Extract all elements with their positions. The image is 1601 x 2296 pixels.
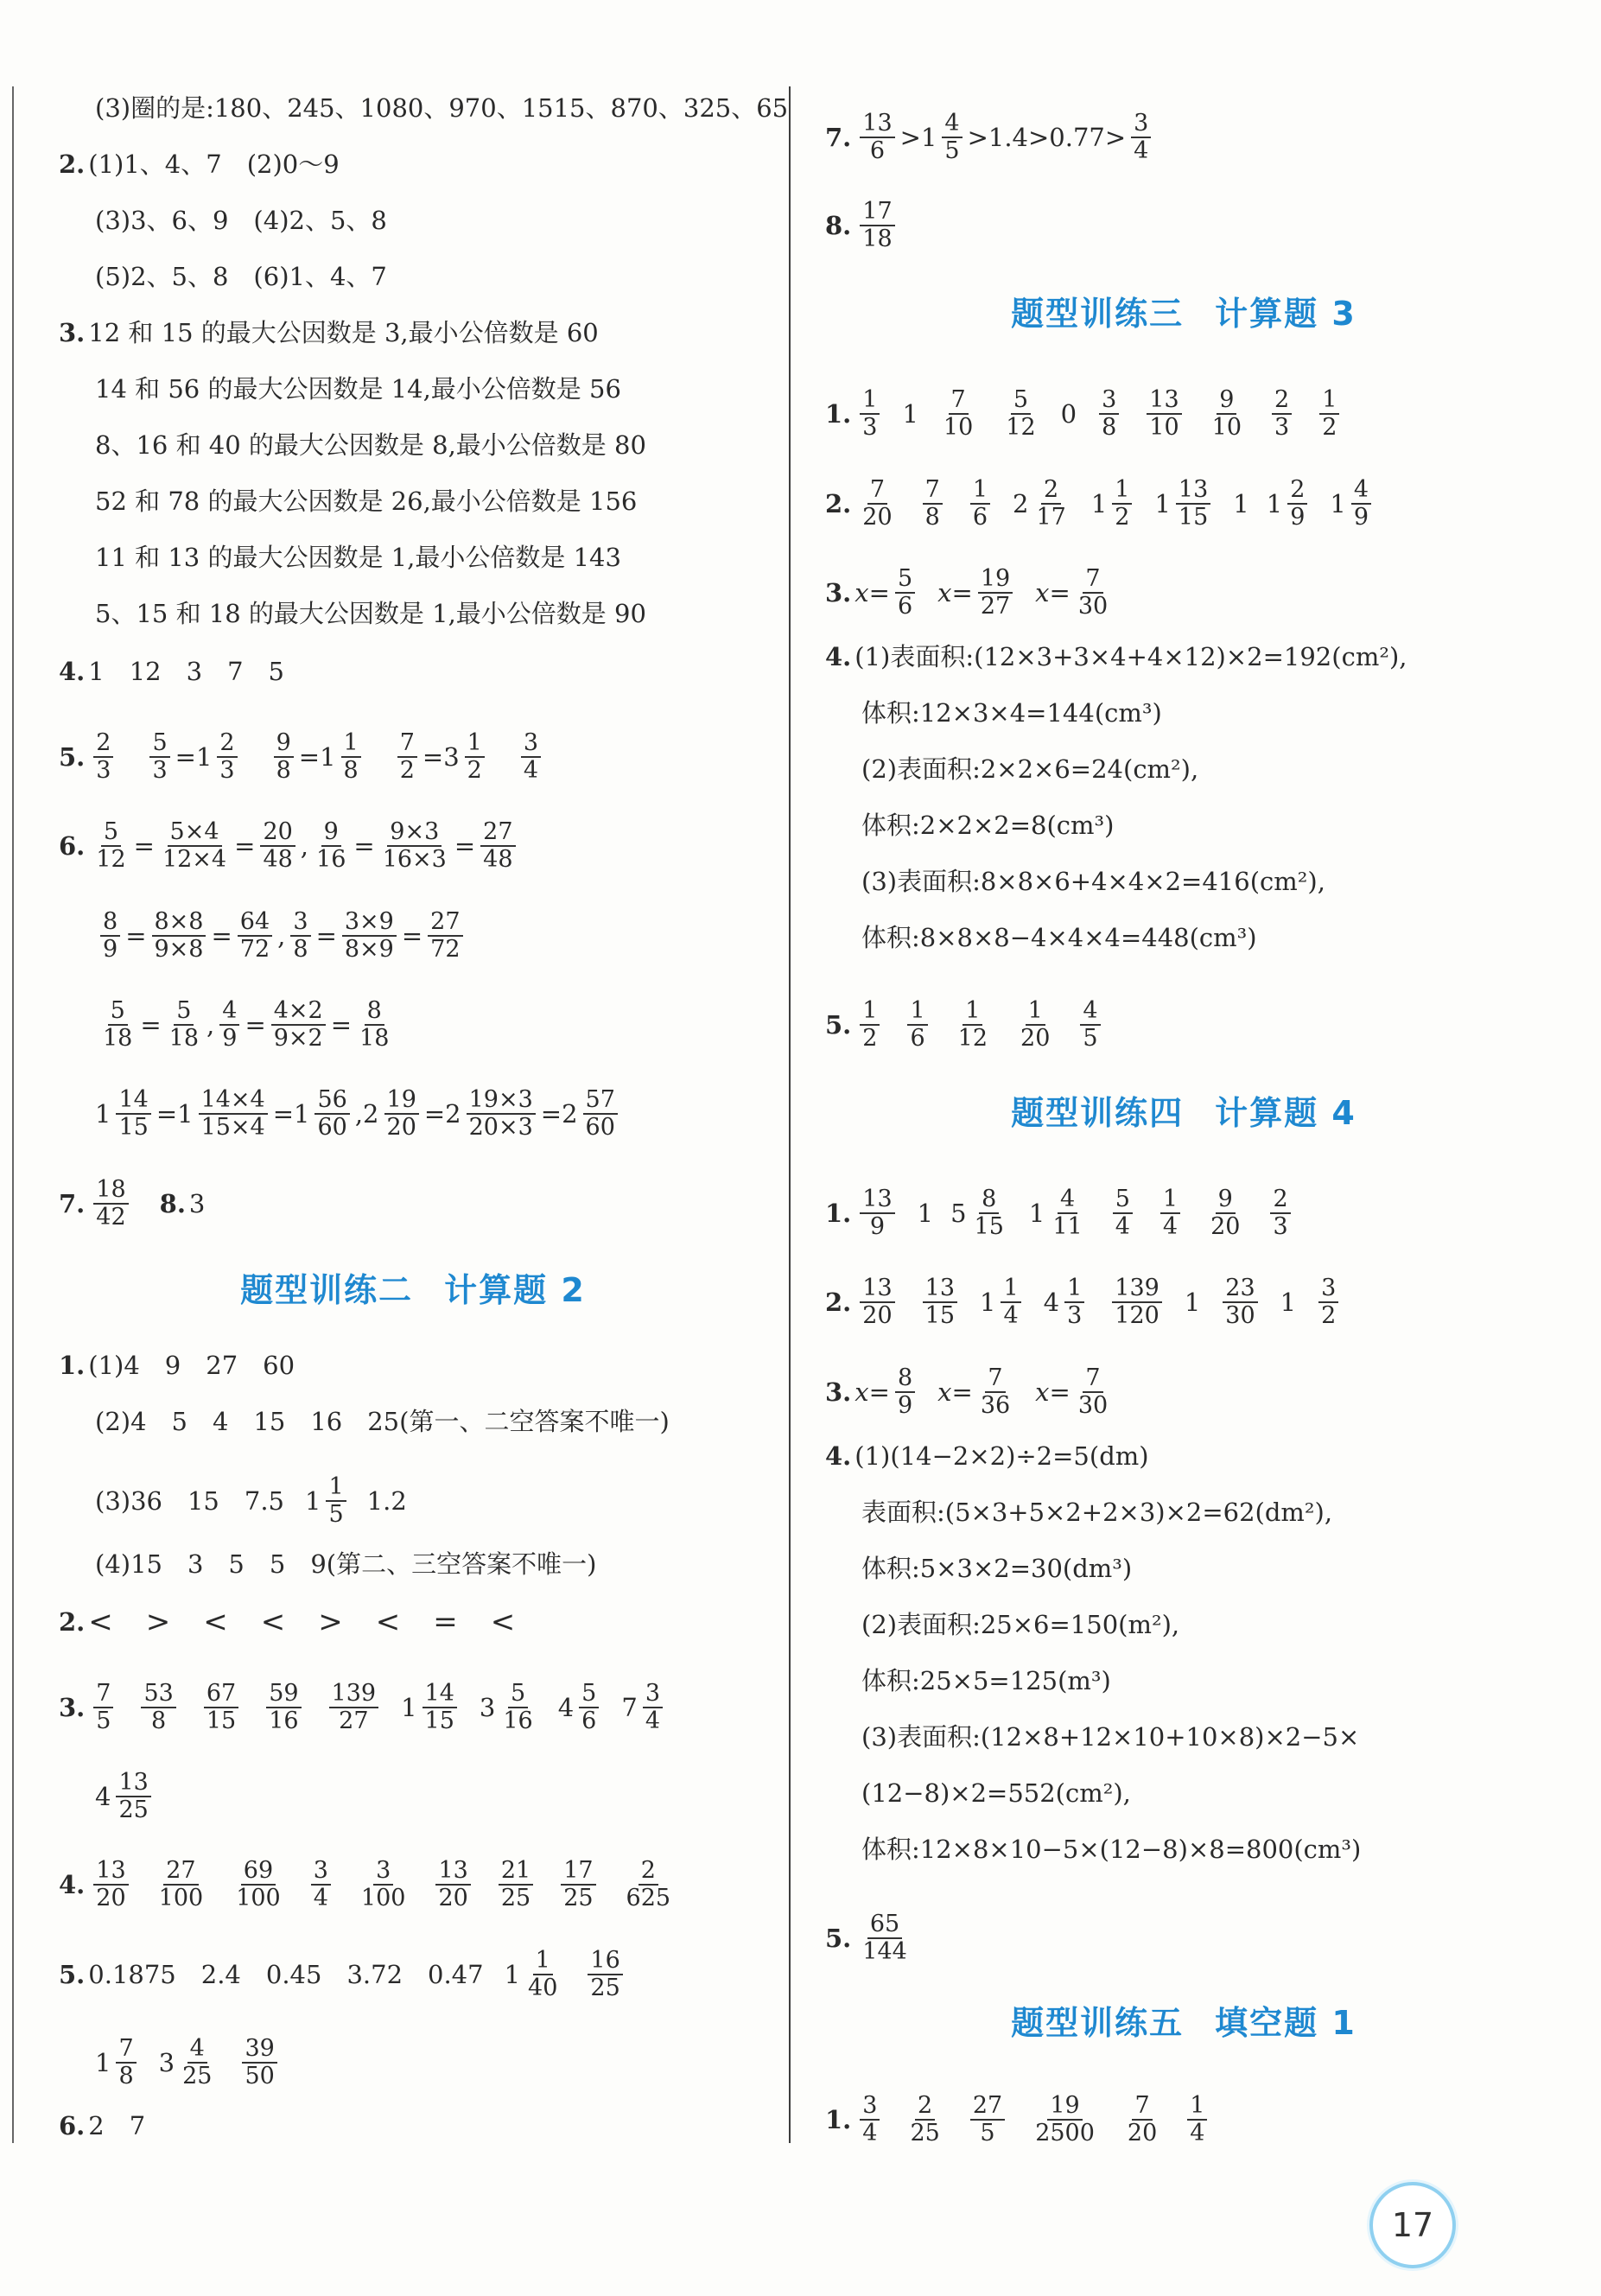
t3-q4-line5: (3)表面积:8×8×6+4×4×2=416(cm²), — [861, 867, 1325, 896]
t4-q4-line4: (2)表面积:25×6=150(m²), — [861, 1610, 1180, 1639]
q2-line3: (5)2、5、8 (6)1、4、7 — [95, 262, 387, 291]
t2-q5-line2: 1 $\frac{7}{8}$ 3 $\frac{4}{25}$ $\frac{39}{50}$ — [59, 2036, 300, 2089]
t5-q1-line: 1. $\frac{3}{4}$ $\frac{2}{25}$ $\frac{27}{5}$ $\frac{19}{2500}$ $\frac{7}{20}$ $\frac{1}{4}$ — [825, 2093, 1229, 2147]
t2-q3-line2: 4 $\frac{13}{25}$ — [59, 1770, 156, 1823]
section-title-5: 题型训练五 填空题 1 — [1011, 2004, 1356, 2042]
page-number-badge: 17 — [1369, 2182, 1456, 2268]
t3-q4-line4: 体积:2×2×2=8(cm³) — [861, 811, 1115, 840]
t2-q6-line: 6. 2 7 — [59, 2111, 146, 2140]
t4-q4-line8: 体积:12×8×10−5×(12−8)×8=800(cm³) — [861, 1835, 1362, 1864]
t3-q4-line6: 体积:8×8×8−4×4×4=448(cm³) — [861, 923, 1257, 952]
t3-q4-line1: 4. (1)表面积:(12×3+3×4+4×12)×2=192(cm²), — [825, 642, 1407, 671]
t3-q4-line2: 体积:12×3×4=144(cm³) — [861, 698, 1162, 728]
t3-q4-line3: (2)表面积:2×2×6=24(cm²), — [861, 754, 1199, 784]
q6-line3: $\frac{5}{18}$ = $\frac{5}{18}$ , $\frac{4}{9}$ = $\frac{4\times 2}{9\times 2}$ = $\frac{8}{18}$ — [103, 997, 390, 1052]
q2-line2: (3)3、6、9 (4)2、5、8 — [95, 206, 387, 235]
t4-q4-line3: 体积:5×3×2=30(dm³) — [861, 1554, 1133, 1583]
q6-line2: $\frac{8}{9}$ = $\frac{8\times 8}{9\times 8}$ = $\frac{64}{72}$ , $\frac{3}{8}$ = $\frac{3\times 9}{8\times 9}$ = $\frac{27}{72}$ — [59, 909, 468, 963]
t4-q4-line6: (3)表面积:(12×8+12×10+10×8)×2−5× — [861, 1722, 1360, 1752]
t4-q4-line2: 表面积:(5×3+5×2+2×3)×2=62(dm²), — [861, 1498, 1333, 1527]
page-edge-line — [12, 86, 14, 2143]
q4-line: 4. 1 12 3 7 5 — [59, 657, 284, 686]
q6-line1: 6. $\frac{5}{12}$ = $\frac{5\times 4}{12\times 4}$ = $\frac{20}{48}$ , $\frac{9}{16}$ = $\frac{9\times 3}{16\times 3}$ = $\frac{27}{48}$ — [59, 819, 521, 873]
t4-q2-line: 2. $\frac{13}{20}$ $\frac{13}{15}$ 1 $\frac{1}{4}$ 4 $\frac{1}{3}$ $\frac{139}{120}$ 1 $\frac{23}{30}$ 1 $\frac{3}{2}$ — [825, 1275, 1361, 1329]
t4-q4-line5: 体积:25×5=125(m³) — [861, 1666, 1111, 1695]
t2-q1-line1: 1. (1)4 9 27 60 — [59, 1351, 295, 1380]
t2-q3-line1: 3. $\frac{7}{5}$ $\frac{53}{8}$ $\frac{67}{15}$ $\frac{59}{16}$ $\frac{139}{27}$ 1 $\frac{14}{15}$ 3 $\frac{5}{16}$ 4 $\frac{5}{6}$ 7 $\frac{3}{4}$ — [59, 1681, 685, 1734]
q5-line: 5. $\frac{2}{3}$ $\frac{5}{3}$ =1 $\frac{2}{3}$ $\frac{9}{8}$ =1 $\frac{1}{8}$ $\frac{7}{2}$ =3 $\frac{1}{2}$ $\frac{3}{4}$ — [59, 730, 572, 784]
t2-q1-line4: (4)15 3 5 5 9(第二、三空答案不唯一) — [95, 1549, 597, 1579]
q7-8-line: 7. $\frac{18}{42}$ 8. 3 — [59, 1176, 206, 1231]
q3-line1: 3. 12 和 15 的最大公因数是 3,最小公倍数是 60 — [59, 318, 599, 347]
t2-q4-line: 4. $\frac{13}{20}$ $\frac{27}{100}$ $\frac{69}{100}$ $\frac{3}{4}$ $\frac{3}{100}$ $\frac{13}{20}$ $\frac{21}{25}$ $\frac{17}{25}$ $\frac{2}{625}$ — [59, 1857, 671, 1911]
t3-q2-line: 2. $\frac{7}{20}$ $\frac{7}{8}$ $\frac{1}{6}$ 2 $\frac{2}{17}$ 1 $\frac{1}{2}$ 1 $\frac{13}{15}$ 1 1 $\frac{2}{9}$ 1 $\frac{4}{9}$ — [825, 477, 1394, 531]
section-title-4: 题型训练四 计算题 4 — [1011, 1094, 1356, 1132]
t3-q5-line: 5. $\frac{1}{2}$ $\frac{1}{6}$ $\frac{1}{12}$ $\frac{1}{20}$ $\frac{4}{5}$ — [825, 998, 1123, 1052]
q8-line: 8. $\frac{17}{18}$ — [825, 199, 900, 252]
t2-q1-line2: (2)4 5 4 15 16 25(第一、二空答案不唯一) — [95, 1407, 670, 1436]
t3-q1-line: 1. $\frac{1}{3}$ 1 $\frac{7}{10}$ $\frac{5}{12}$ 0 $\frac{3}{8}$ $\frac{13}{10}$ $\frac{9}{10}$ $\frac{2}{3}$ $\frac{1}{2}$ — [825, 387, 1362, 441]
column-divider — [789, 86, 791, 2143]
t4-q4-line1: 4. (1)(14−2×2)÷2=5(dm) — [825, 1441, 1149, 1471]
t2-q1-line3: (3)36 15 7.5 1 $\frac{1}{5}$ 1.2 — [95, 1473, 407, 1528]
q1-part3: (3)圈的是:180、245、1080、970、1515、870、325、65 — [95, 93, 789, 123]
q6-line4: 1 $\frac{14}{15}$ =1 $\frac{14\times 4}{15\times 4}$ =1 $\frac{56}{60}$ ,2 $\frac{19}{20}$ =2 $\frac{19\times 3}{20\times 3}$ =2 $\frac{57}{60}$ — [59, 1087, 623, 1141]
t3-q3-line: 3. x = $\frac{5}{6}$ x = $\frac{19}{27}$ x = $\frac{7}{30}$ — [825, 565, 1109, 620]
t2-q2-line: 2. < > < < > < = < — [59, 1605, 518, 1639]
section-title-2: 题型训练二 计算题 2 — [240, 1271, 586, 1309]
q2-line1: 2. (1)1、4、7 (2)0～9 — [59, 149, 340, 179]
t4-q3-line: 3. x = $\frac{8}{9}$ x = $\frac{7}{36}$ x = $\frac{7}{30}$ — [825, 1364, 1109, 1419]
q3-line2: 14 和 56 的最大公因数是 14,最小公倍数是 56 — [95, 374, 621, 404]
section-title-3: 题型训练三 计算题 3 — [1011, 295, 1356, 333]
q3-line3: 8、16 和 40 的最大公因数是 8,最小公倍数是 80 — [95, 430, 646, 460]
t4-q5-line: 5. $\frac{65}{144}$ — [825, 1911, 907, 1965]
t2-q5-line1: 5. 0.1875 2.4 0.45 3.72 0.47 1 $\frac{1}{40}$ $\frac{16}{25}$ — [59, 1948, 645, 2001]
q3-line6: 5、15 和 18 的最大公因数是 1,最小公倍数是 90 — [95, 599, 646, 628]
q3-line4: 52 和 78 的最大公因数是 26,最小公倍数是 156 — [95, 487, 638, 516]
q3-line5: 11 和 13 的最大公因数是 1,最小公倍数是 143 — [95, 543, 621, 572]
t4-q4-line7: (12−8)×2=552(cm²), — [861, 1778, 1131, 1808]
q7-compare-line: 7. $\frac{13}{6}$ >1 $\frac{4}{5}$ >1.4>0.77> $\frac{3}{4}$ — [825, 111, 1156, 164]
t4-q1-line: 1. $\frac{13}{9}$ 1 5 $\frac{8}{15}$ 1 $\frac{4}{11}$ $\frac{5}{4}$ $\frac{1}{4}$ $\frac{9}{20}$ $\frac{2}{3}$ — [825, 1186, 1313, 1240]
